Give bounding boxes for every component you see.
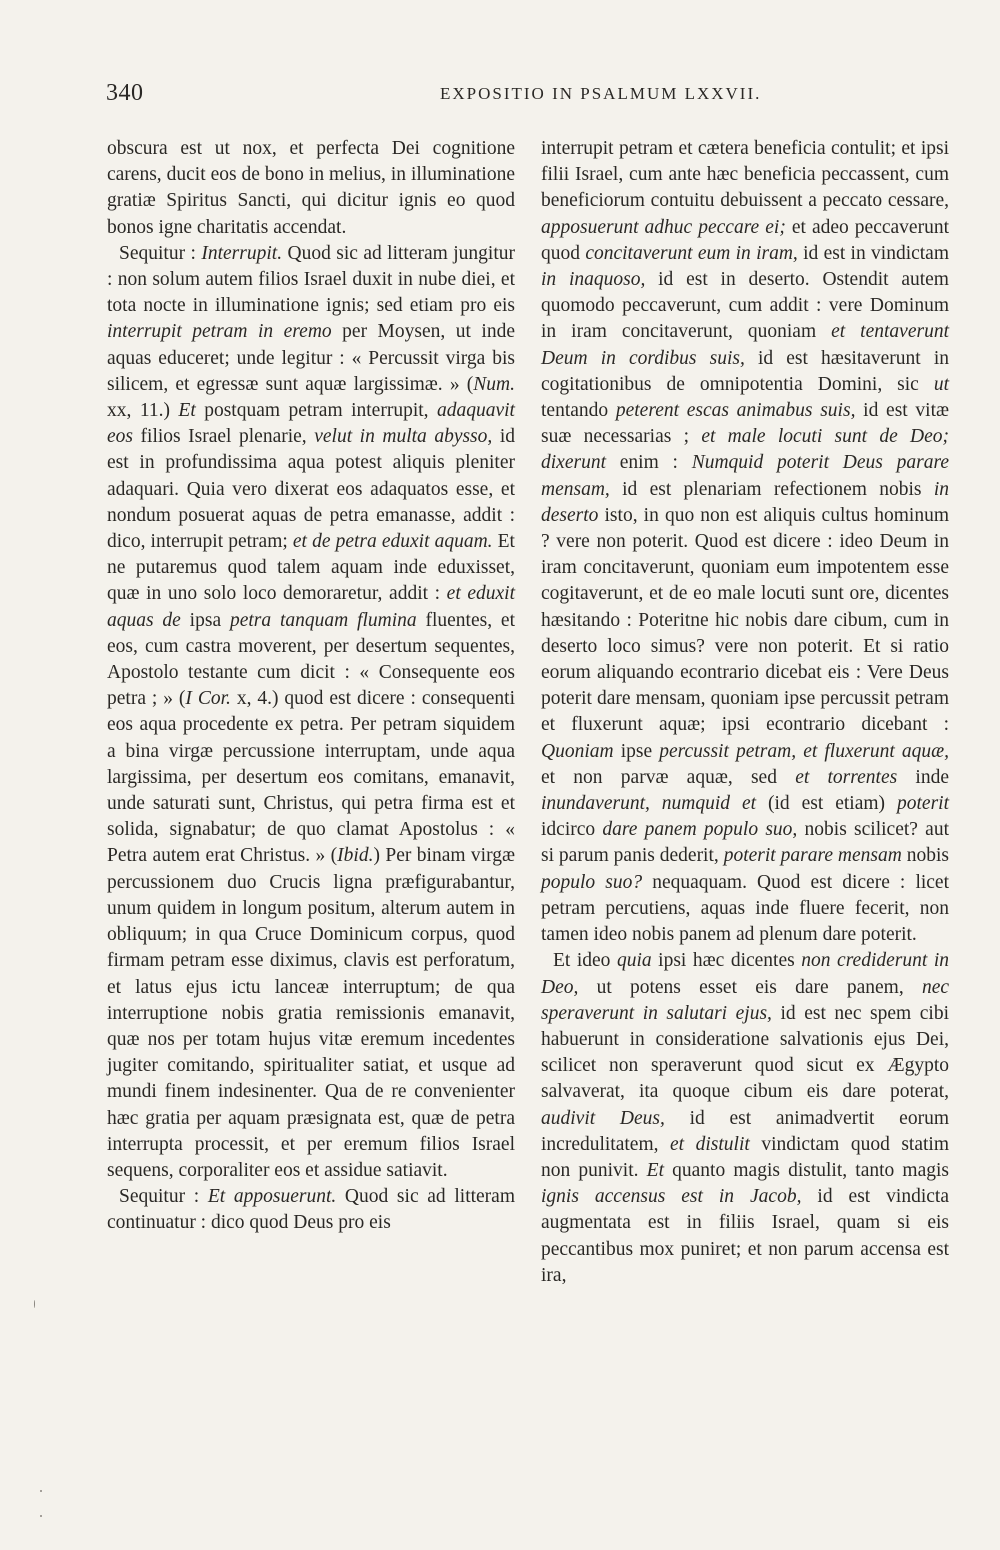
text-run: ipse xyxy=(613,740,660,762)
text-run: Quod sic ad litteram jungitur : non solum autem filios Israel duxit in nube diei, et tota nocte in illuminatione ignis; sed etiam pro eis xyxy=(107,242,515,317)
text-run: Et ne putaremus quod talem aquam inde eduxisset, quæ in uno solo loco demoraretur, addit : xyxy=(107,531,515,605)
text-run: per Moysen, ut inde aquas educeret; unde legitur : « Percussit virga bis silicem, et egressæ sunt aquæ largissimæ. » ( xyxy=(107,321,516,395)
italic-run: Et xyxy=(178,400,196,422)
left-text-column xyxy=(107,136,515,1237)
text-run: Sequitur : xyxy=(119,1186,208,1208)
text-run: interrupit petram et cætera beneficia contulit; et ipsi filii Israel, cum ante hæc beneficia peccassent, cum beneficiorum contuitu debuissent a peccato cessare, xyxy=(541,138,949,212)
italic-run: percussit petram, et fluxerunt aquæ, xyxy=(659,740,949,762)
text-run: id est vindicta augmentata est in filiis Israel, quam si eis peccantibus mox puniret; et non parum accensa est ira, xyxy=(541,1186,949,1286)
paragraph xyxy=(107,1184,515,1236)
paper-speck xyxy=(34,1300,35,1308)
italic-run: et tentaverunt Deum in cordibus suis, xyxy=(541,321,949,369)
text-run: ut potens esset eis dare panem, xyxy=(578,976,922,998)
italic-run: petra tanquam flumina xyxy=(229,609,417,631)
italic-run: adaquavit eos xyxy=(107,400,515,448)
text-run: filios Israel plenarie, xyxy=(133,426,315,448)
italic-run: in deserto xyxy=(541,478,949,526)
italic-run: quia xyxy=(616,950,652,972)
italic-run: poterit parare mensam xyxy=(723,845,902,867)
text-run: nobis scilicet? aut si parum panis dederit, xyxy=(541,819,949,867)
text-run: nequaquam. Quod est dicere : licet petram percutiens, aquas inde fluere fecerit, non tamen ideo nobis panem ad plenum dare poterit. xyxy=(541,871,950,946)
text-run: id est in deserto. Ostendit autem quomodo peccaverunt, cum addit : vere Dominum in iram concitaverunt, quoniam xyxy=(541,269,949,343)
text-run: id est hæsitaverunt in cogitationibus de omnipotentia Domini, sic xyxy=(541,347,949,395)
italic-run: et distulit xyxy=(670,1133,750,1155)
text-run: quanto magis distulit, tanto magis xyxy=(664,1159,949,1181)
italic-run: et de petra eduxit aquam. xyxy=(292,531,493,553)
text-run: inde xyxy=(897,766,949,788)
text-run: x, 4.) quod est dicere : consequenti eos aqua procedente ex petra. Per petram siquidem a bina virgæ percussione interruptam, unde aqua largissima, per desertum eos comitans, emanavit, unde saturati sunt, Christus, qui petra firma est et solida, signabatur; de quo clamat Apostolus : « Petra autem erat Christus. » ( xyxy=(107,688,515,867)
italic-run: Et xyxy=(646,1159,665,1181)
paragraph xyxy=(541,136,949,948)
italic-run: nec speraverunt in salutari ejus, xyxy=(541,976,949,1024)
text-run: id est in profundissima aqua potest aliquis pleniter adaquari. Quia vero dixerat eos adaquatos esse, et nondum posuerat aquas de petra emanasse, addit : dico, interrupit petram; xyxy=(107,426,515,553)
running-head: EXPOSITIO IN PSALMUM LXXVII. xyxy=(440,84,762,103)
italic-run: Num. xyxy=(473,373,515,395)
text-run: enim : xyxy=(605,452,692,474)
italic-run: Interrupit. xyxy=(201,242,283,264)
italic-run: velut in multa abysso, xyxy=(314,426,493,448)
italic-run: ut xyxy=(933,373,949,395)
text-run: et non parvæ aquæ, sed xyxy=(541,766,796,788)
text-run: obscura est ut nox, et perfecta Dei cognitione carens, ducit eos de bono in melius, in illuminatione gratiæ Spiritus Sancti, qui dicitur ignis eo quod bonos igne charitatis accendat. xyxy=(107,138,515,238)
italic-run: Numquid poterit Deus parare mensam, xyxy=(541,452,949,500)
text-run: ipsa xyxy=(180,609,230,631)
text-run: fluentes, et eos, cum castra moverent, per desertum sequentes, Apostolo testante cum dicit : « Consequente eos petra ; » ( xyxy=(107,609,515,710)
paper-speck xyxy=(40,1515,42,1517)
text-run: vindictam quod statim non punivit. xyxy=(541,1133,949,1181)
text-run: Quod sic ad litteram continuatur : dico quod Deus pro eis xyxy=(107,1186,515,1234)
italic-run: et eduxit aquas de xyxy=(107,583,515,631)
italic-run: audivit Deus, xyxy=(541,1107,665,1129)
text-run: id est vitæ suæ necessarias ; xyxy=(541,400,949,448)
italic-run: non crediderunt in Deo, xyxy=(541,950,949,998)
text-run: tentando xyxy=(541,400,616,422)
text-run: idcirco xyxy=(541,819,603,841)
text-run: id est nec spem cibi habuerunt in consideratione salvationis ejus Dei, scilicet non speraverunt quod sicut ex Ægypto salvaverat, ita quoque cibum eis dare poterat, xyxy=(541,1002,949,1103)
italic-run: in inaquoso, xyxy=(541,269,646,291)
italic-run: Ibid. xyxy=(337,845,374,867)
italic-run: Quoniam xyxy=(541,740,614,762)
italic-run: populo suo? xyxy=(541,871,643,893)
italic-run: poterit xyxy=(897,793,949,815)
paper-speck xyxy=(40,1490,42,1492)
paragraph xyxy=(107,241,515,1184)
text-run: et adeo peccaverunt quod xyxy=(541,216,949,264)
text-run: id est animadvertit eorum incredulitatem, xyxy=(541,1107,950,1155)
italic-run: concitaverunt eum in iram, xyxy=(585,242,798,264)
italic-run: Et apposuerunt. xyxy=(207,1186,337,1208)
text-run: xx, 11.) xyxy=(107,400,179,422)
italic-run: dare panem populo suo, xyxy=(602,819,798,841)
italic-run: interrupit petram in eremo xyxy=(107,321,332,343)
text-run: ) Per binam virgæ percussionem duo Crucis ligna præfigurabantur, unum quidem in longum positum, alterum autem in obliquum; in qua Cruce Dominicum corpus, quod firmam petram esse diximus, clavis est perforatum, et latus ejus ictu lanceæ interruptum; de qua interruptione nobis gratia remissionis emanavit, quæ nos per totam hujus vitæ eremum incedentes jugiter comitando, spiritualiter satiat, et usque ad mundi finem indesinenter. Qua de re convenienter hæc gratia per aquam præsignata est, quæ de petra interrupta processit, et per eremum filios Israel sequens, corporaliter eos et assidue satiavit. xyxy=(107,845,515,1181)
text-run: Sequitur : xyxy=(119,242,202,264)
italic-run: apposuerunt adhuc peccare ei; xyxy=(541,216,786,238)
paragraph xyxy=(107,136,515,241)
text-run: isto, in quo non est aliquis cultus hominum ? vere non poterit. Quod est dicere : ideo Deum in iram concitaverunt, quoniam eum impotentem esse cogitaverunt, et de eo male locuti sunt ore, dicentes hæsitando : Poteritne hic nobis dare cibum, cum in deserto loco simus? vere non poterit. Et si ratio eorum aliquando econtrario dicebat eis : Vere Deus poterit dare mensam, quoniam ipse percussit petram et fluxerunt aquæ; ipsi econtrario dicebant : xyxy=(541,504,949,736)
text-run: Et ideo xyxy=(553,950,617,972)
italic-run: ignis accensus est in Jacob, xyxy=(541,1186,802,1208)
italic-run: et torrentes xyxy=(795,766,898,788)
page-number: 340 xyxy=(106,80,144,106)
italic-run: I Cor. xyxy=(185,688,231,710)
paragraph xyxy=(541,948,949,1289)
italic-run: peterent escas animabus suis, xyxy=(615,400,856,422)
text-run: id est plenariam refectionem nobis xyxy=(609,478,934,500)
italic-run: et male locuti sunt de Deo; dixerunt xyxy=(541,426,949,474)
text-run: ipsi hæc dicentes xyxy=(651,950,802,972)
text-run: id est in vindictam xyxy=(797,242,950,264)
right-text-column xyxy=(541,136,949,1289)
text-run: postquam petram interrupit, xyxy=(195,400,437,422)
italic-run: inundaverunt, numquid et xyxy=(541,793,757,815)
text-run: (id est etiam) xyxy=(756,793,897,815)
text-run: nobis xyxy=(901,845,950,867)
